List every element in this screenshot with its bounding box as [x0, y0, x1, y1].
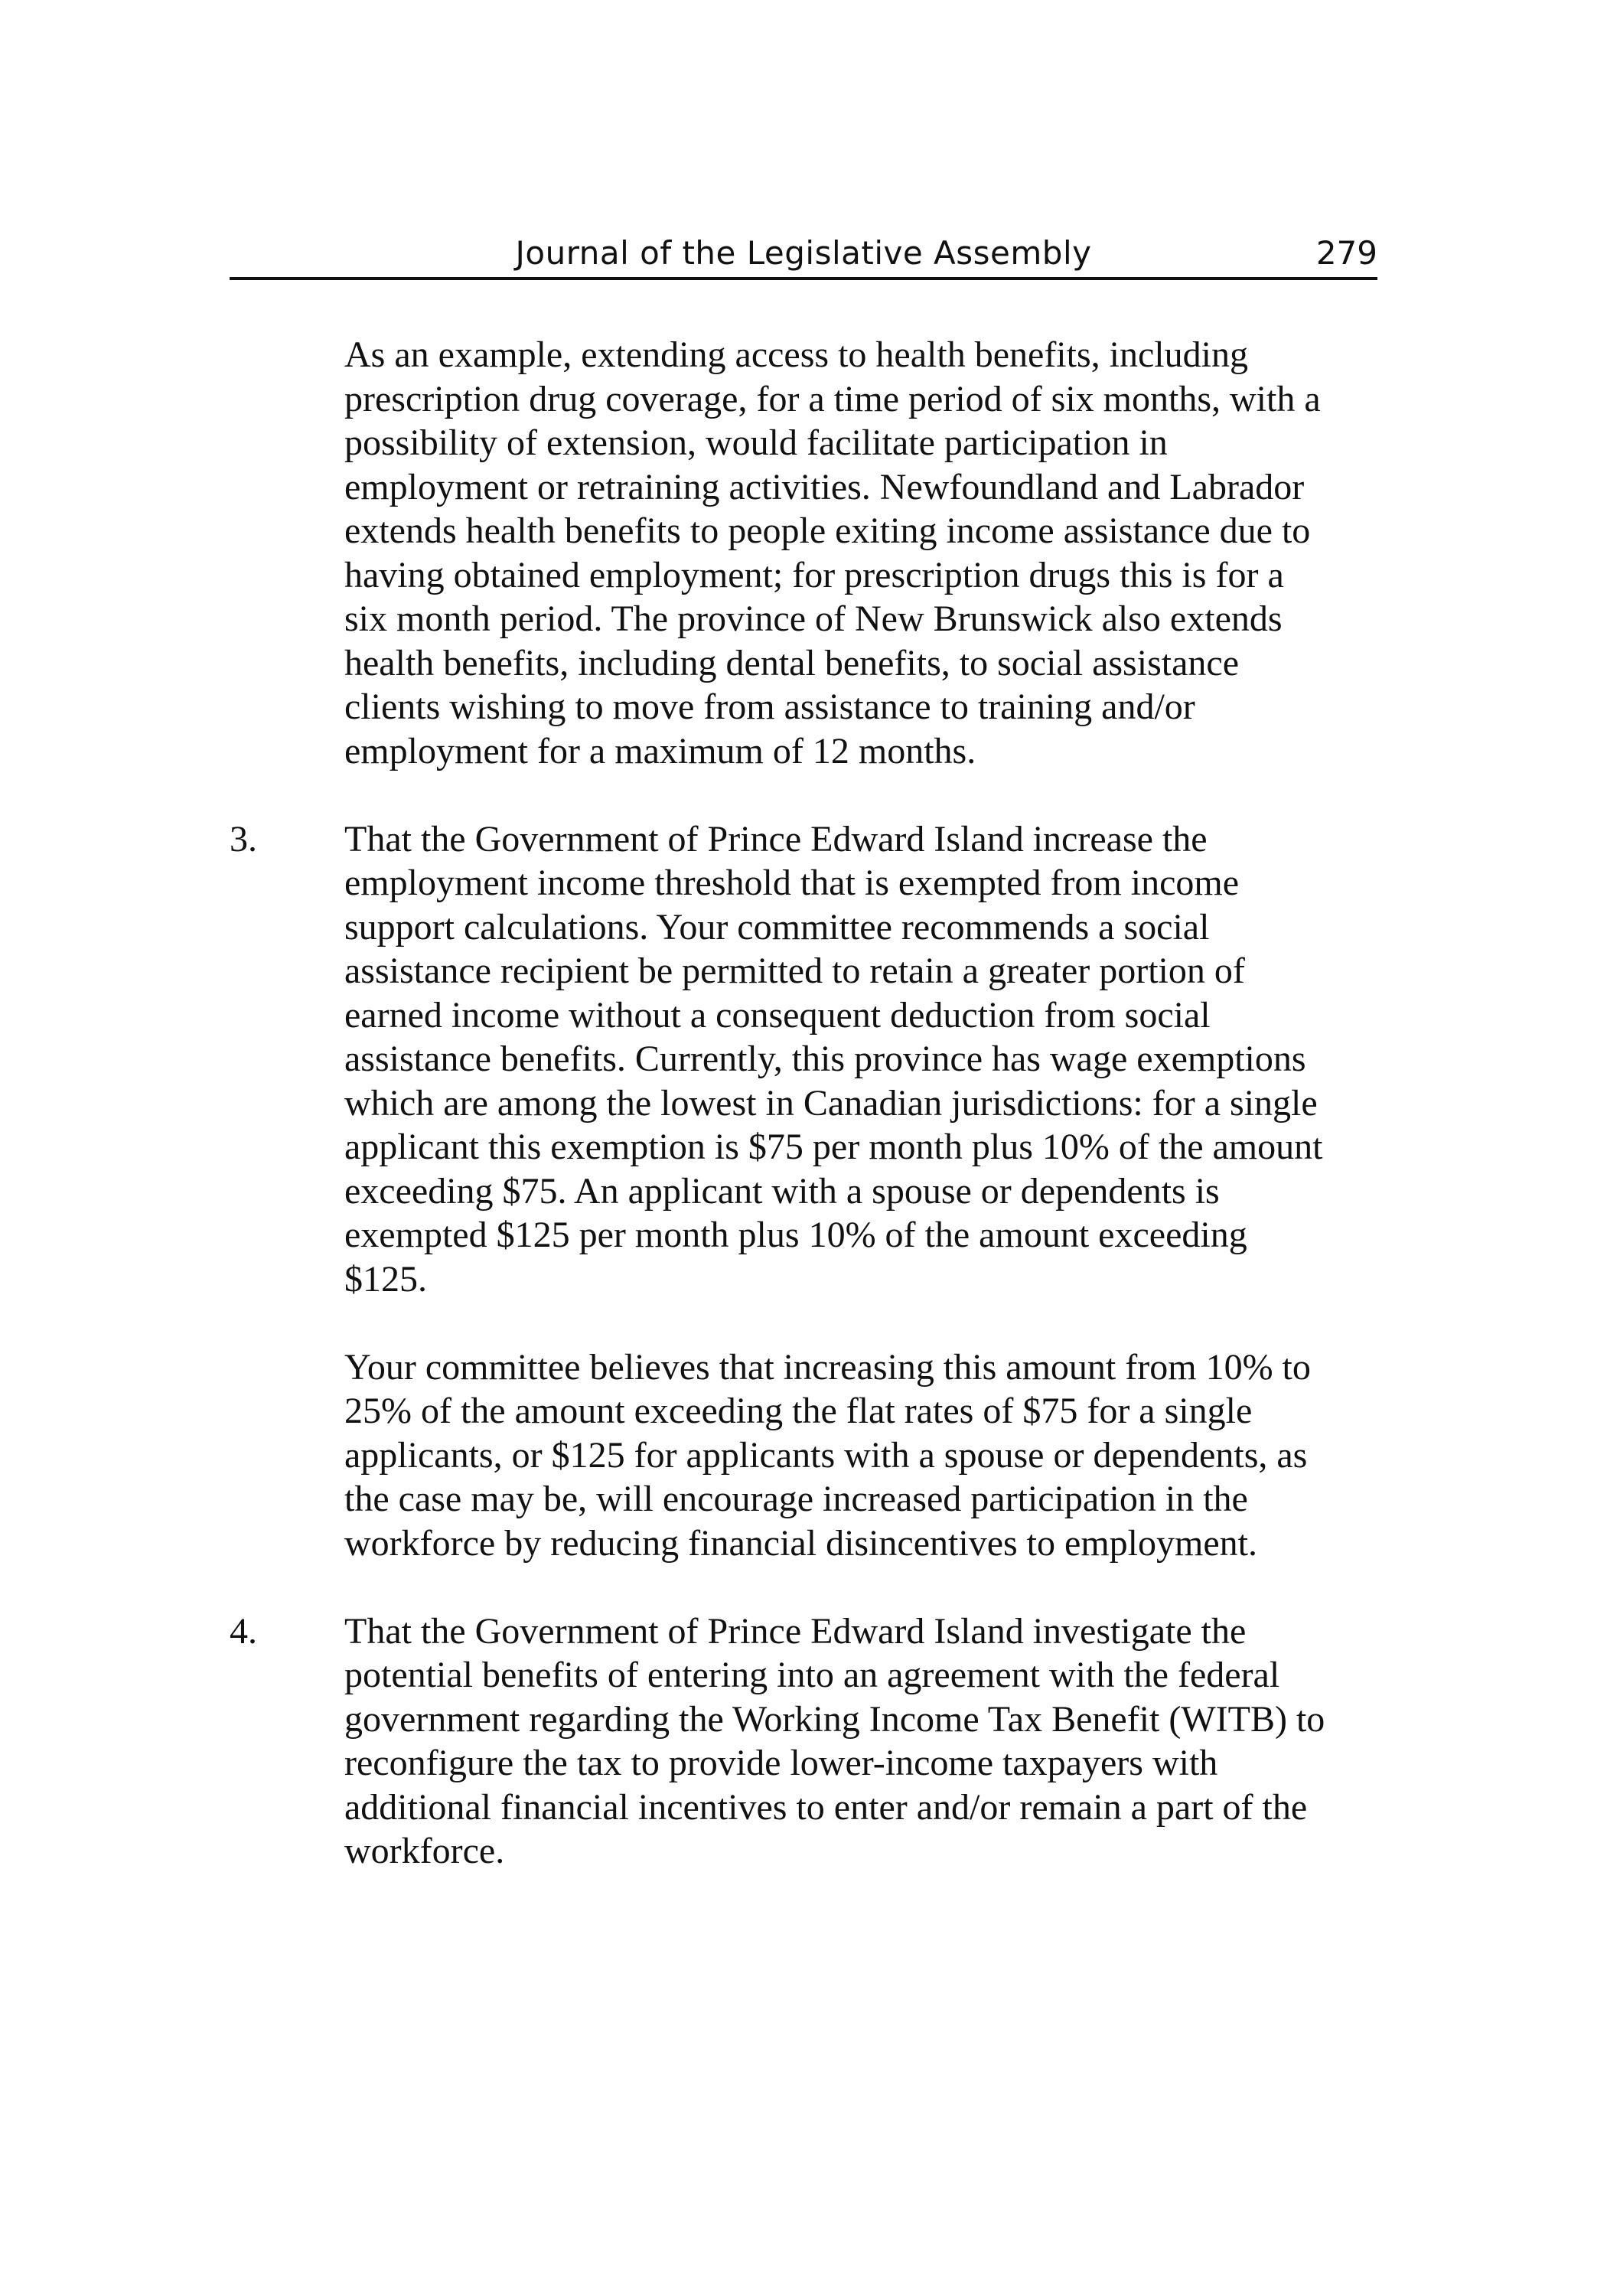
text-line: support calculations. Your committee recommends a social	[344, 906, 1210, 947]
text-line: assistance recipient be permitted to retain a greater portion of	[344, 951, 1245, 991]
text-line: having obtained employment; for prescription drugs this is for a	[344, 554, 1284, 595]
text-line: government regarding the Working Income Tax Benefit (WITB) to	[344, 1698, 1325, 1740]
document-body	[230, 333, 1377, 1874]
text-line: six month period. The province of New Brunswick also extends	[344, 598, 1283, 639]
text-line: the case may be, will encourage increased participation in the	[344, 1479, 1248, 1519]
text-line: applicant this exemption is $75 per month plus 10% of the amount	[344, 1127, 1323, 1167]
text-line: That the Government of Prince Edward Island increase the	[344, 818, 1208, 859]
text-line: health benefits, including dental benefits, to social assistance	[344, 642, 1239, 683]
text-line: clients wishing to move from assistance to training and/or	[344, 687, 1195, 727]
text-line: reconfigure the tax to provide lower-income taxpayers with	[344, 1743, 1218, 1783]
item-number: 3.	[230, 818, 257, 859]
text-line: exceeding $75. An applicant with a spouse or dependents is	[344, 1170, 1220, 1212]
text-line: exempted $125 per month plus 10% of the amount exceeding	[344, 1215, 1247, 1255]
text-line: employment income threshold that is exempted from income	[344, 863, 1240, 903]
text-line: earned income without a consequent deduction from social	[344, 994, 1211, 1035]
numbered-item	[230, 817, 1377, 1302]
text-line: $125.	[344, 1258, 427, 1300]
numbered-item	[230, 1609, 1377, 1874]
text-line: workforce.	[344, 1831, 505, 1871]
text-line: employment or retraining activities. Newfoundland and Labrador	[344, 466, 1305, 507]
item-number: 4.	[230, 1610, 257, 1652]
text-line: assistance benefits. Currently, this province has wage exemptions	[344, 1039, 1306, 1079]
paragraph	[230, 1345, 1377, 1566]
paragraph	[230, 333, 1377, 773]
text-line: additional financial incentives to enter and/or remain a part of the	[344, 1786, 1308, 1828]
text-line: possibility of extension, would facilitate participation in	[344, 422, 1168, 463]
text-line: That the Government of Prince Edward Island investigate the	[344, 1610, 1247, 1652]
page-header	[230, 230, 1377, 277]
text-line: applicants, or $125 for applicants with a spouse or dependents, as	[344, 1434, 1308, 1476]
text-line: potential benefits of entering into an agreement with the federal	[344, 1655, 1280, 1695]
text-line: prescription drug coverage, for a time period of six months, with a	[344, 378, 1321, 419]
text-line: workforce by reducing financial disincentives to employment.	[344, 1522, 1257, 1564]
page-number: 279	[1315, 234, 1377, 272]
text-line: 25% of the amount exceeding the flat rates of $75 for a single	[344, 1391, 1253, 1431]
text-line: extends health benefits to people exiting income assistance due to	[344, 510, 1311, 551]
journal-title: Journal of the Legislative Assembly	[515, 234, 1092, 272]
text-line: which are among the lowest in Canadian jurisdictions: for a single	[344, 1082, 1318, 1124]
text-line: employment for a maximum of 12 months.	[344, 730, 976, 771]
header-rule	[230, 277, 1377, 280]
text-line: Your committee believes that increasing this amount from 10% to	[344, 1346, 1311, 1388]
text-line: As an example, extending access to health benefits, including	[344, 334, 1248, 375]
